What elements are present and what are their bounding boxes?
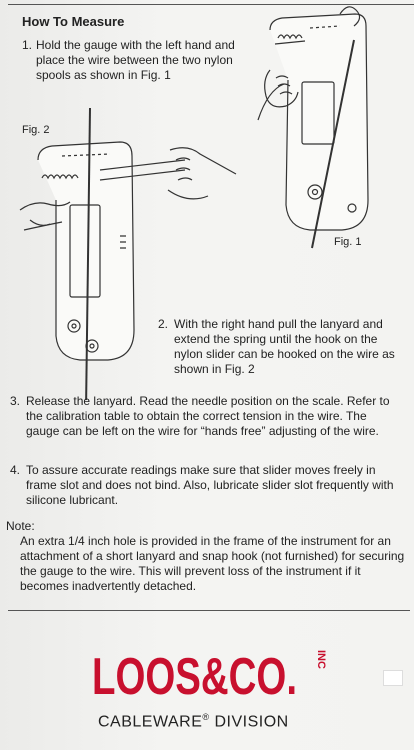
registered-mark: ® (202, 712, 210, 722)
fig1-caption: Fig. 1 (334, 236, 362, 248)
step-4-text: To assure accurate readings make sure that slider moves freely in frame slot and does not bind. Also, lubricate slider slot frequently with silicone lubricant. (26, 463, 394, 507)
fig1-gauge-drawing (258, 7, 368, 248)
step-3-number: 3. (10, 394, 21, 408)
section-heading: How To Measure (22, 14, 125, 29)
division-line (98, 712, 289, 731)
bottom-divider (8, 610, 410, 611)
company-logo (92, 644, 332, 706)
logo-wordmark: LOOS&CO. (92, 648, 297, 706)
step-2-text: With the right hand pull the lanyard and extend the spring until the hook on the nylon slider can be hooked on the wire as shown in Fig. 2 (174, 317, 395, 376)
step-3 (10, 394, 398, 439)
fig2-caption: Fig. 2 (22, 124, 50, 136)
logo-suffix: INC (315, 650, 327, 669)
note-label: Note: (6, 519, 35, 533)
note-text: An extra 1/4 inch hole is provided in the frame of the instrument for an attachment of a short lanyard and snap hook (not furnished) for securing the gauge to the wire. This will prevent loss of the instrument if it becomes inadvertently detached. (20, 534, 405, 593)
division-suffix: DIVISION (214, 713, 289, 731)
step-2 (158, 317, 398, 377)
step-1-text: Hold the gauge with the left hand and place the wire between the two nylon spools as shown in Fig. 1 (36, 38, 235, 82)
step-2-number: 2. (158, 317, 169, 331)
step-3-text: Release the lanyard. Read the needle position on the scale. Refer to the calibration table to obtain the correct tension in the wire. The gauge can be left on the wire for “hands free” adjusting of the wire. (26, 394, 390, 438)
white-sticker (383, 670, 403, 686)
step-4-number: 4. (10, 463, 21, 477)
step-4 (10, 463, 400, 508)
division-word: CABLEWARE (98, 713, 203, 731)
step-1-number: 1. (22, 38, 33, 52)
